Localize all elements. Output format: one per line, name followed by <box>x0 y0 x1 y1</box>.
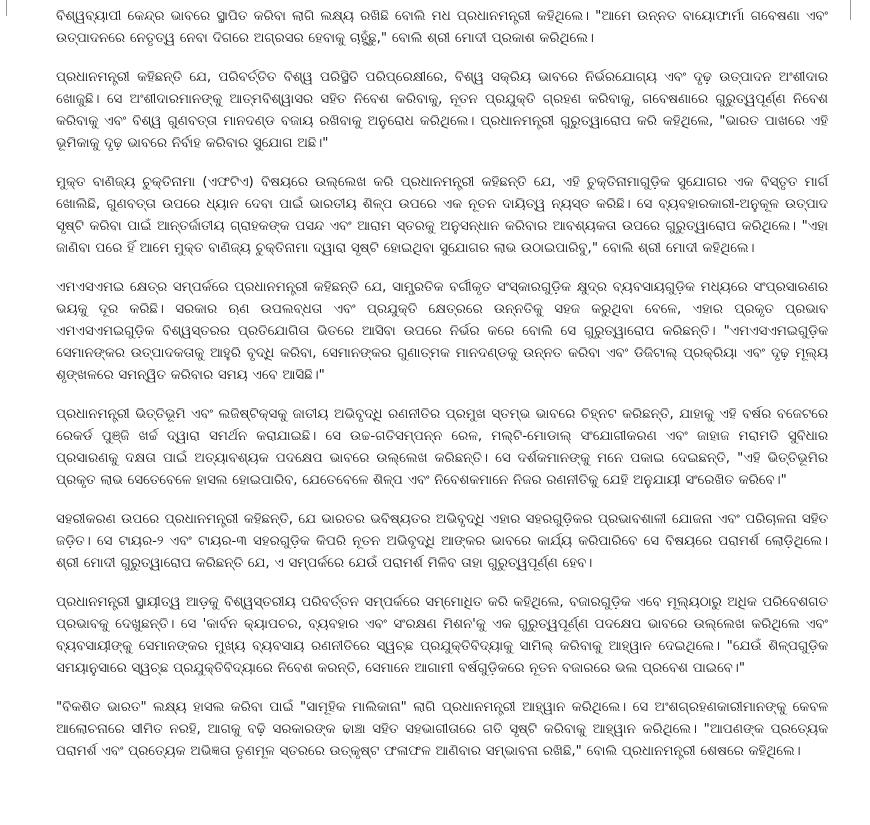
paragraph-urbanisation: ସହରୀକରଣ ଉପରେ ପ୍ରଧାନମନ୍ତ୍ରୀ କହିଛନ୍ତି, ଯେ ଭାରତର ଭବିଷ୍ୟତର ଅଭିବୃଦ୍ଧି ଏହାର ସହରଗୁଡ଼ିକର ପ୍ରଭାବଶାଳୀ ଯୋଜନା ଏବଂ ପରିଚାଳନା ସହିତ ଜଡ଼ିତ। ସେ ଟାୟର-୨ ଏବଂ ଟାୟର-୩ ସହରଗୁଡ଼ିକ କିପରି ନୂତନ ଅଭିବୃଦ୍ଧି ଆଙ୍କର ଭାବରେ କାର୍ଯ୍ୟ କରିପାରିବେ ସେ ବିଷୟରେ ପରାମର୍ଶ ଲୋଡ଼ିଥିଲେ। ଶ୍ରୀ ମୋଦୀ ଗୁରୁତ୍ୱାରୋପ କରିଛନ୍ତି ଯେ, ଏ ସମ୍ପର୍କରେ ଯେଉଁ ପରାମର୍ଶ ମିଳିବ ତାହା ଗୁରୁତ୍ୱପୂର୍ଣ୍ଣ ହେବ। <box>56 512 828 571</box>
paragraph-biopharma: ବିଶ୍ୱବ୍ୟାପୀ କେନ୍ଦ୍ର ଭାବରେ ସ୍ଥାପିତ କରିବା ଲାଗି ଲକ୍ଷ୍ୟ ରଖିଛି ବୋଲି ମଧ ପ୍ରଧାନମନ୍ତ୍ରୀ କହିଥିଲେ। "ଆମେ ଉନ୍ନତ ବାୟୋଫାର୍ମା ଗବେଷଣା ଏବଂ ଉତ୍ପାଦନରେ ନେତୃତ୍ୱ ନେବା ଦିଗରେ ଅଗ୍ରସର ହେବାକୁ ଚାହୁଁଛୁ," ବୋଲି ଶ୍ରୀ ମୋଦୀ ପ୍ରକାଶ କରିଥିଲେ। <box>56 9 828 46</box>
page-corner-guide-left <box>6 0 7 16</box>
paragraph-viksit-bharat: "ବିକଶିତ ଭାରତ" ଲକ୍ଷ୍ୟ ହାସଲ କରିବା ପାଇଁ "ସାମୂହିକ ମାଲିକାନା" ଲାଗି ପ୍ରଧାନମନ୍ତ୍ରୀ ଆହ୍ୱାନ କରିଥିଲେ। ସେ ଅଂଶଗ୍ରହଣକାରୀମାନଙ୍କୁ କେବଳ ଆଲୋଚନାରେ ସୀମିତ ନରହି, ଆଗକୁ ବଢ଼ି ସରକାରଙ୍କ ଢାଞ୍ଚା ସହିତ ସହଭାଗୀତାରେ ଗତି ସୃଷ୍ଟି କରିବାକୁ ଆହ୍ୱାନ କରିଥିଲେ। "ଆପଣଙ୍କ ପ୍ରତ୍ୟେକ ପରାମର୍ଶ ଏବଂ ପ୍ରତ୍ୟେକ ଅଭିଜ୍ଞତା ତୃଣମୂଳ ସ୍ତରରେ ଉତ୍କୃଷ୍ଟ ଫଳାଫଳ ଆଣିବାର ସମ୍ଭାବନା ରଖିଛି," ବୋଲି ପ୍ରଧାନମନ୍ତ୍ରୀ ଶେଷରେ କହିଥିଲେ। <box>56 700 828 759</box>
paragraph-infrastructure-logistics: ପ୍ରଧାନମନ୍ତ୍ରୀ ଭିତ୍ତିଭୂମି ଏବଂ ଲଜିଷ୍ଟିକ୍ସକୁ ଜାତୀୟ ଅଭିବୃଦ୍ଧି ରଣନୀତିର ପ୍ରମୁଖ ସ୍ତମ୍ଭ ଭାବରେ ଚିହ୍ନଟ କରିଛନ୍ତି, ଯାହାକୁ ଏହି ବର୍ଷର ବଜେଟରେ ରେକର୍ଡ ପୁଞ୍ଜି ଖର୍ଚ୍ଚ ଦ୍ୱାରା ସମର୍ଥନ କରାଯାଇଛି। ସେ ଉଚ୍ଚ-ଗତିସମ୍ପନ୍ନ ରେଳ, ମଲ୍ଟି-ମୋଡାଲ୍ ସଂଯୋଗୀକରଣ ଏବଂ ଜାହାଜ ମରାମତି ସୁବିଧାର ପ୍ରସାରଣକୁ ଦକ୍ଷତା ପାଇଁ ଅତ୍ୟାବଶ୍ୟକ ପଦକ୍ଷେପ ଭାବରେ ଉଲ୍ଲେଖ କରିଛନ୍ତି। ସେ ଦର୍ଶକମାନଙ୍କୁ ମନେ ପକାଇ ଦେଇଛନ୍ତି, "ଏହି ଭିତ୍ତିଭୂମିର ପ୍ରକୃତ ଲାଭ ସେତେବେଳେ ହାସଲ ହୋଇପାରିବ, ଯେତେବେଳେ ଶିଳ୍ପ ଏବଂ ନିବେଶକମାନେ ନିଜର ରଣନୀତିକୁ ଯେହି ଅନୁଯାୟୀ ସଂରେଖିତ କରିବେ।" <box>56 407 828 488</box>
paragraph-sustainability: ପ୍ରଧାନମନ୍ତ୍ରୀ ସ୍ଥାୟୀତ୍ୱ ଆଡ଼କୁ ବିଶ୍ୱସ୍ତରୀୟ ପରିବର୍ତ୍ତନ ସମ୍ପର୍କରେ ସମ୍ମୋଧିତ କରି କହିଥିଲେ, ବଜାରଗୁଡ଼ିକ ଏବେ ମୂଲ୍ୟଠାରୁ ଅଧିକ ପରିବେଶଗତ ପ୍ରଭାବକୁ ଦେଖୁଛନ୍ତି। ସେ 'କାର୍ବନ କ୍ୟାପଚର, ବ୍ୟବହାର ଏବଂ ସଂରକ୍ଷଣ ମିଶନ'କୁ ଏକ ଗୁରୁତ୍ୱପୂର୍ଣ୍ଣ ପଦକ୍ଷେପ ଭାବରେ ଉଲ୍ଲେଖ କରିଥିଲେ ଏବଂ ବ୍ୟବସାୟୀଙ୍କୁ ସେମାନଙ୍କର ମୁଖ୍ୟ ବ୍ୟବସାୟ ରଣନୀତିରେ ସ୍ୱଚ୍ଛ ପ୍ରଯୁକ୍ତିବିଦ୍ୟାକୁ ସାମିଲ୍ କରିବାକୁ ଆହ୍ୱାନ ଦେଇଥିଲେ। "ଯେଉଁ ଶିଳ୍ପଗୁଡ଼ିକ ସମୟାନୁସାରେ ସ୍ୱଚ୍ଛ ପ୍ରଯୁକ୍ତିବିଦ୍ୟାରେ ନିବେଶ କରନ୍ତି, ସେମାନେ ଆଗାମୀ ବର୍ଷଗୁଡ଼ିକରେ ନୂତନ ବଜାରରେ ଭଲ ପ୍ରବେଶ ପାଇବେ।" <box>56 595 828 676</box>
page-corner-guide-right <box>850 0 851 20</box>
document-body <box>56 6 828 763</box>
paragraph-manufacturing-partners: ପ୍ରଧାନମନ୍ତ୍ରୀ କହିଛନ୍ତି ଯେ, ପରିବର୍ତ୍ତିତ ବିଶ୍ୱ ପରିସ୍ଥିତି ପରିପ୍ରେକ୍ଷୀରେ, ବିଶ୍ୱ ସକ୍ରିୟ ଭାବରେ ନିର୍ଭରଯୋଗ୍ୟ ଏବଂ ଦୃଢ଼ ଉତ୍ପାଦନ ଅଂଶୀଦାର ଖୋଜୁଛି। ସେ ଅଂଶୀଦାରମାନଙ୍କୁ ଆତ୍ମବିଶ୍ୱାସର ସହିତ ନିବେଶ କରିବାକୁ, ନୂତନ ପ୍ରଯୁକ୍ତି ଗ୍ରହଣ କରିବାକୁ, ଗବେଷଣାରେ ଗୁରୁତ୍ୱପୂର୍ଣ୍ଣ ନିବେଶ କରିବାକୁ ଏବଂ ବିଶ୍ୱ ଗୁଣବତ୍ତା ମାନଦଣ୍ଡ ବଜାୟ ରଖିବାକୁ ଅନୁରୋଧ କରିଥିଲେ। ପ୍ରଧାନମନ୍ତ୍ରୀ ଗୁରୁତ୍ୱାରୋପ କରି କହିଥିଲେ, "ଭାରତ ପାଖରେ ଏହି ଭୂମିକାକୁ ଦୃଢ଼ ଭାବରେ ନିର୍ବାହ କରିବାର ସୁଯୋଗ ଅଛି।" <box>56 70 828 151</box>
paragraph-free-trade-agreements: ମୁକ୍ତ ବାଣିଜ୍ୟ ଚୁକ୍ତିନାମା (ଏଫଟିଏ) ବିଷୟରେ ଉଲ୍ଲେଖ କରି ପ୍ରଧାନମନ୍ତ୍ରୀ କହିଛନ୍ତି ଯେ, ଏହି ଚୁକ୍ତିନାମାଗୁଡ଼ିକ ସୁଯୋଗର ଏକ ବିସ୍ତୃତ ମାର୍ଗ ଖୋଲିଛି, ଗୁଣବତ୍ତା ଉପରେ ଧ୍ୟାନ ଦେବା ପାଇଁ ଭାରତୀୟ ଶିଳ୍ପ ଉପରେ ଏକ ନୂତନ ଦାୟିତ୍ୱ ନ୍ୟସ୍ତ କରିଛି। ସେ ବ୍ୟବହାରକାରୀ-ଅନୁକୂଳ ଉତ୍ପାଦ ସୃଷ୍ଟି କରିବା ପାଇଁ ଆନ୍ତର୍ଜାତୀୟ ଗ୍ରାହକଙ୍କ ପସନ୍ଦ ଏବଂ ଆରାମ ସ୍ତରକୁ ଅନୁସନ୍ଧାନ କରିବାର ଆବଶ୍ୟକତା ଉପରେ ଗୁରୁତ୍ୱାରୋପ କରିଥିଲେ। "ଏହା ଜାଣିବା ପରେ ହିଁ ଆମେ ମୁକ୍ତ ବାଣିଜ୍ୟ ଚୁକ୍ତିନାମା ଦ୍ୱାରା ସୃଷ୍ଟି ହୋଇଥିବା ସୁଯୋଗର ଲାଭ ଉଠାଇପାରିବୁ," ବୋଲି ଶ୍ରୀ ମୋଦୀ କହିଥିଲେ। <box>56 175 828 256</box>
paragraph-msme: ଏମଏସଏମଇ କ୍ଷେତ୍ର ସମ୍ପର୍କରେ ପ୍ରଧାନମନ୍ତ୍ରୀ କହିଛନ୍ତି ଯେ, ସାମ୍ପ୍ରତିକ ବର୍ଗୀକୃତ ସଂସ୍କାରଗୁଡ଼ିକ କ୍ଷୁଦ୍ର ବ୍ୟବସାୟଗୁଡ଼ିକ ମଧ୍ୟରେ ସଂପ୍ରସାରଣର ଭୟକୁ ଦୂର କରିଛି। ସରକାର ଋଣ ଉପଲବ୍ଧତା ଏବଂ ପ୍ରଯୁକ୍ତି କ୍ଷେତ୍ରରେ ଉନ୍ନତିକୁ ସହଜ କରୁଥିବା ବେଳେ, ଏହାର ପ୍ରକୃତ ପ୍ରଭାବ ଏମଏସଏମଇଗୁଡ଼ିକ ବିଶ୍ୱସ୍ତରର ପ୍ରତିଯୋଗିତା ଭିତରେ ଆସିବା ଉପରେ ନିର୍ଭର କରେ ବୋଲି ସେ ଗୁରୁତ୍ୱାରୋପ କରିଛନ୍ତି। "ଏମଏସଏମଇଗୁଡ଼ିକ ସେମାନଙ୍କର ଉତ୍ପାଦକତାକୁ ଆହୁରି ବୃଦ୍ଧି କରିବା, ସେମାନଙ୍କର ଗୁଣାତ୍ମକ ମାନଦଣ୍ଡକୁ ଉନ୍ନତ କରିବା ଏବଂ ଡିଜିଟାଲ୍ ପ୍ରକ୍ରିୟା ଏବଂ ଦୃଢ଼ ମୂଲ୍ୟ ଶୃଙ୍ଖଳରେ ସମନ୍ୱିତ କରିବାର ସମୟ ଏବେ ଆସିଛି।" <box>56 280 828 383</box>
